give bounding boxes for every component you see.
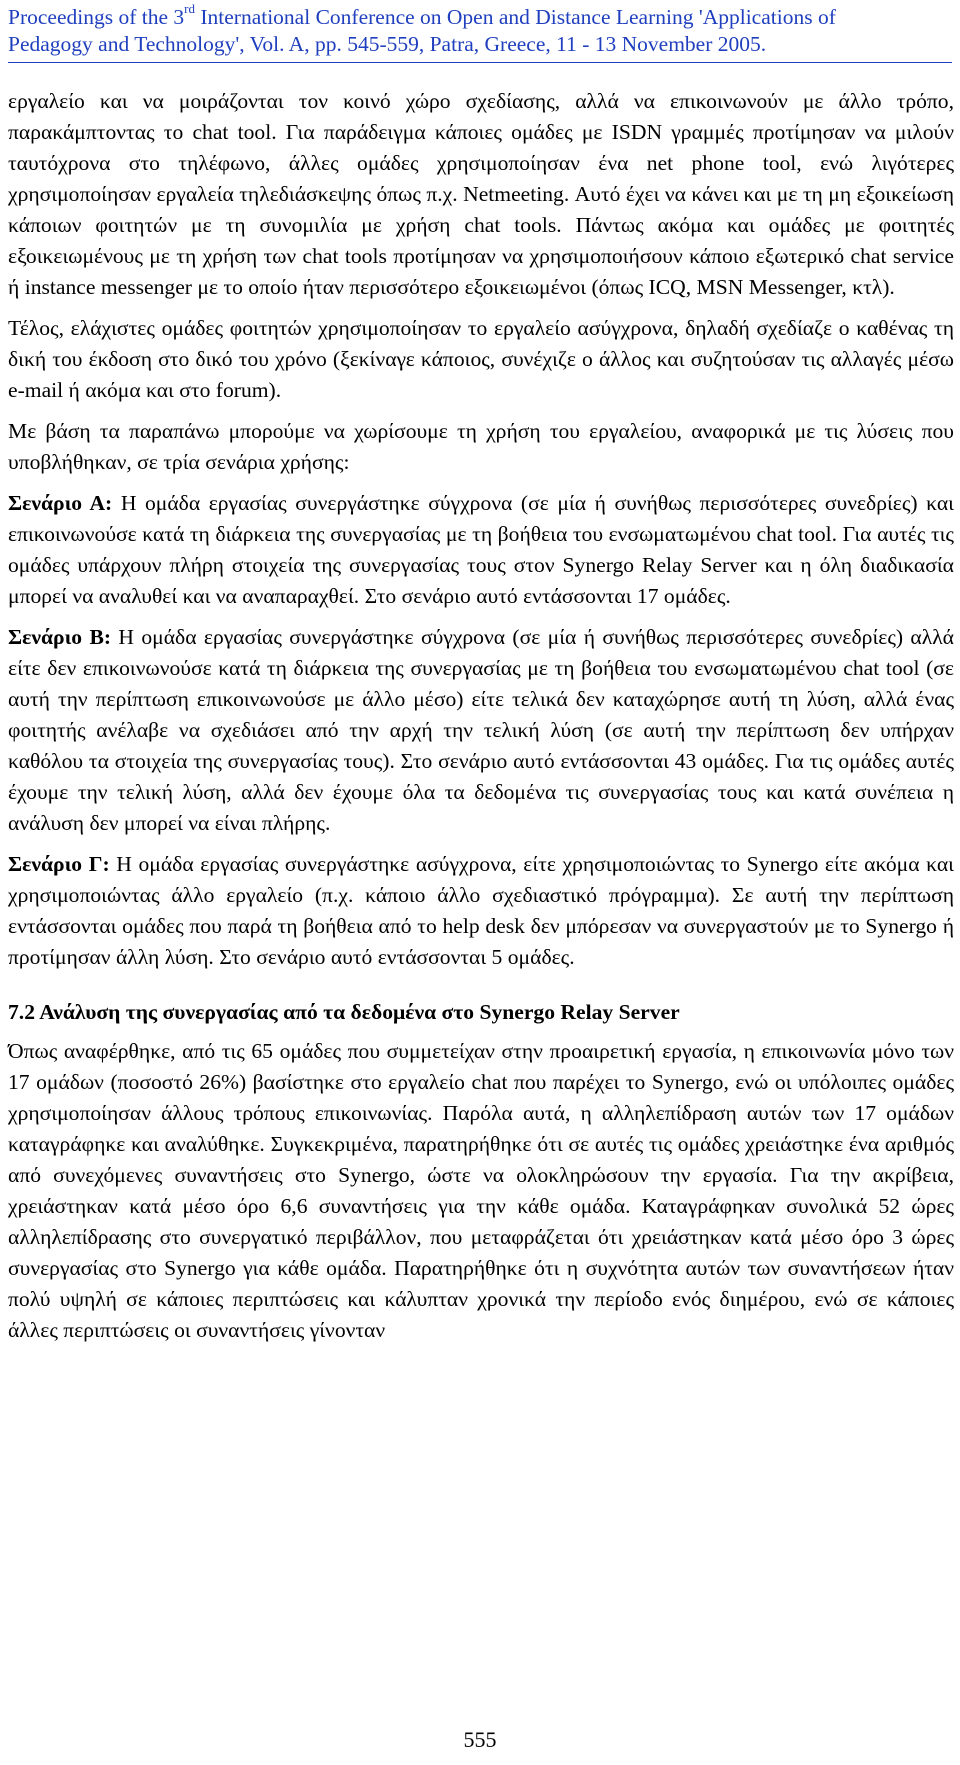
scenario-a-text: Η ομάδα εργασίας συνεργάστηκε σύγχρονα (σε μία ή συνήθως περισσότερες συνεδρίες) και επικοινωνούσε κατά τη διάρκεια της συνεργασίας με τη βοήθεια του ενσωματωμένου chat tool. Για αυτές τις ομάδες υπάρχουν πλήρη στοιχεία της συνεργασίας τους στον Synergo Relay Server και η όλη διαδικασία μπορεί να αναλυθεί και να αναπαραχθεί. Στο σενάριο αυτό εντάσσονται 17 ομάδες. xyxy=(8,491,954,608)
header-line-1-suffix: International Conference on Open and Distance Learning 'Applications of xyxy=(194,5,836,29)
scenario-c-label: Σενάριο Γ: xyxy=(8,852,110,876)
paragraph-relay-server-analysis: Όπως αναφέρθηκε, από τις 65 ομάδες που συμμετείχαν στην προαιρετική εργασία, η επικοινωνία μόνο των 17 ομάδων (ποσοστό 26%) βασίστηκε στο εργαλείο chat που παρέχει το Synergo, ενώ οι υπόλοιπες ομάδες χρησιμοποίησαν άλλους τρόπους επικοινωνίας. Παρόλα αυτά, η αλληλεπίδραση αυτών των 17 ομάδων καταγράφηκε και αναλύθηκε. Συγκεκριμένα, παρατηρήθηκε ότι σε αυτές τις ομάδες χρειάστηκε ένα αριθμός από συνεχόμενες συναντήσεις στο Synergo, ώστε να ολοκληρώσουν την εργασία. Για την ακρίβεια, χρειάστηκαν κατά μέσο όρο 6,6 συναντήσεις για την κάθε ομάδα. Καταγράφηκαν συνολικά 52 ώρες αλληλεπίδρασης στο συνεργατικό περιβάλλον, που μεταφράζεται ότι χρειάστηκαν κατά μέσο όρο 3 ώρες συνεργασίας στο Synergo για κάθε ομάδα. Παρατηρήθηκε ότι η συχνότητα αυτών των συναντήσεων ήταν πολύ υψηλή σε κάποιες περιπτώσεις και κάλυπταν χρονικά την περίοδο ενός διημέρου, ενώ σε κάποιες άλλες περιπτώσεις οι συναντήσεις γίνονταν xyxy=(8,1039,954,1342)
scenario-c-text: Η ομάδα εργασίας συνεργάστηκε ασύγχρονα, είτε χρησιμοποιώντας το Synergo είτε ακόμα και χρησιμοποιώντας άλλο εργαλείο (π.χ. κάποιο άλλο σχεδιαστικό πρόγραμμα). Σε αυτή την περίπτωση εντάσσονται ομάδες που παρά τη βοήθεια από το help desk δεν μπόρεσαν να συνεργαστούν με το Synergo ή προτίμησαν άλλη λύση. Στο σενάριο αυτό εντάσσονται 5 ομάδες. xyxy=(8,852,954,969)
paragraph-continuation: εργαλείο και να μοιράζονται τον κοινό χώρο σχεδίασης, αλλά να επικοινωνούν με άλλο τρόπο, παρακάμπτοντας το chat tool. Για παράδειγμα κάποιες ομάδες με ISDN γραμμές προτίμησαν να μιλούν ταυτόχρονα στο τηλέφωνο, άλλες ομάδες χρησιμοποίησαν ένα net phone tool, ενώ λιγότερες χρησιμοποίησαν εργαλεία τηλεδιάσκεψης όπως π.χ. Netmeeting. Αυτό έχει να κάνει και με τη μη εξοικείωση κάποιων φοιτητών με τη συνομιλία με χρήση chat tools. Πάντως ακόμα και ομάδες με φοιτητές εξοικειωμένους με τη χρήση των chat tools προτίμησαν να χρησιμοποιήσουν κάποιο εξωτερικό chat service ή instance messenger με το οποίο ήταν περισσότερο εξοικειωμένοι (όπως ICQ, MSN Messenger, κτλ). xyxy=(8,89,954,299)
scenario-b-text: Η ομάδα εργασίας συνεργάστηκε σύγχρονα (σε μία ή συνήθως περισσότερες συνεδρίες) αλλά είτε δεν επικοινωνούσε κατά τη διάρκεια της συνεργασίας με τη βοήθεια του ενσωματωμένου chat tool (σε αυτή την περίπτωση επικοινωνούσε με άλλο μέσο) είτε τελικά δεν καταχώρησε αυτή τη λύση, αλλά ένας φοιτητής ανέλαβε να σχεδιάσει από την αρχή την τελική λύση (σε αυτή την περίπτωση δεν υπήρχαν καθόλου τα στοιχεία της συνεργασίας τους). Στο σενάριο αυτό εντάσσονται 43 ομάδες. Για τις ομάδες αυτές έχουμε την τελική λύση, αλλά δεν έχουμε όλα τα δεδομένα τις συνεργασίας τους και κατά συνέπεια η ανάλυση δεν μπορεί να είναι πλήρης. xyxy=(8,625,954,835)
running-header xyxy=(8,0,952,58)
scenario-a-label: Σενάριο Α: xyxy=(8,491,113,515)
header-ordinal-superscript: rd xyxy=(184,0,195,16)
section-heading: 7.2 Ανάλυση της συνεργασίας από τα δεδομένα στο Synergo Relay Server xyxy=(8,1000,680,1024)
page-number: 555 xyxy=(463,1727,497,1752)
paragraph-usage-scenarios-intro: Με βάση τα παραπάνω μπορούμε να χωρίσουμε τη χρήση του εργαλείου, αναφορικά με τις λύσεις που υποβλήθηκαν, σε τρία σενάρια χρήσης: xyxy=(8,419,954,474)
paragraph-scenario-b xyxy=(8,622,954,839)
header-line-1-prefix: Proceedings of the 3 xyxy=(8,5,185,29)
header-line-1 xyxy=(8,0,952,31)
scenario-b-label: Σενάριο Β: xyxy=(8,625,112,649)
paragraph-scenario-a xyxy=(8,488,954,612)
paragraph-scenario-c xyxy=(8,849,954,973)
header-divider xyxy=(8,62,952,63)
header-line-2: Pedagogy and Technology', Vol. A, pp. 545-559, Patra, Greece, 11 - 13 November 2005. xyxy=(8,32,767,56)
paragraph-asynchronous-use: Τέλος, ελάχιστες ομάδες φοιτητών χρησιμοποίησαν το εργαλείο ασύγχρονα, δηλαδή σχεδίαζε ο καθένας τη δική του έκδοση στο δικό του χρόνο (ξεκίναγε κάποιος, συνέχιζε ο άλλος και συζητούσαν τις αλλαγές μέσω e-mail ή ακόμα και στο forum). xyxy=(8,316,954,402)
page-body xyxy=(8,86,954,1356)
